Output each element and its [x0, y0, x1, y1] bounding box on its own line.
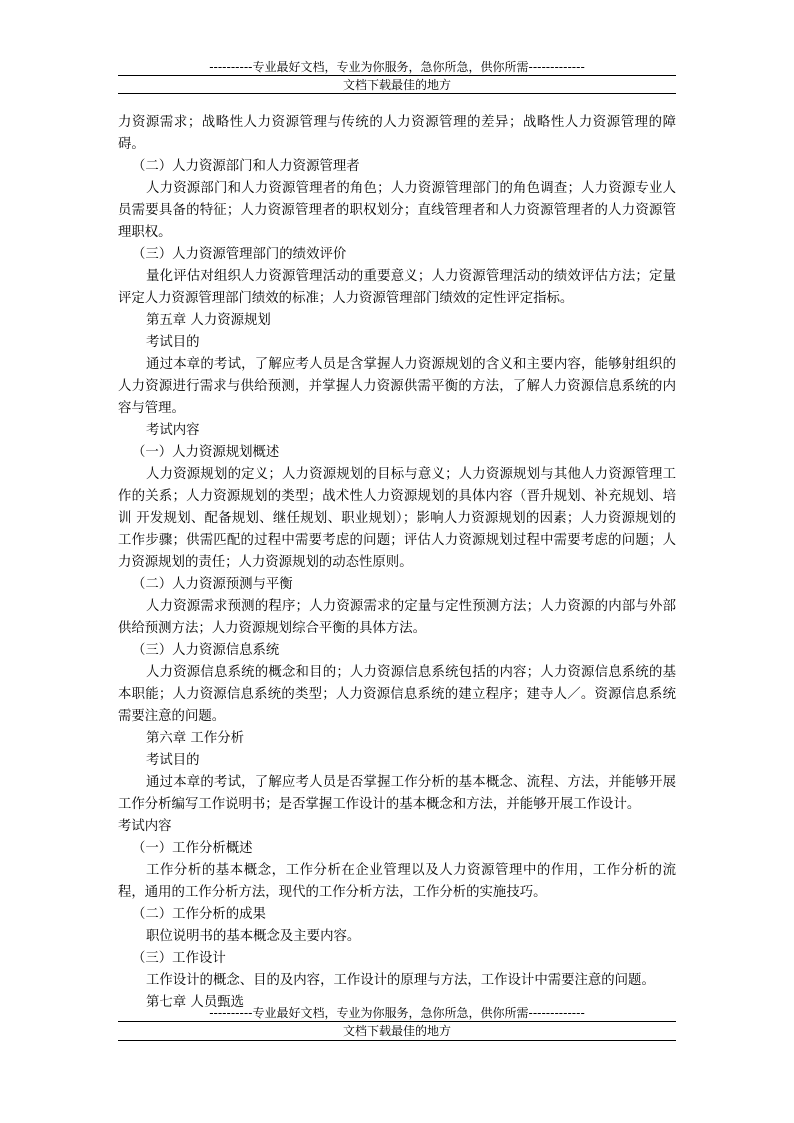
section-heading: （三）工作设计 [132, 951, 226, 966]
section-heading: （三）人力资源信息系统 [132, 643, 280, 658]
paragraph: 人力资源规划的定义；人力资源规划的目标与意义；人力资源规划与其他人力资源管理工作的关系；人力资源规划的类型；战术性人力资源规划的具体内容（晋升规划、补充规划、培训 开发规划、配备规划、继任规划、职业规划）；影响人力资源规划的因素；人力资源规划的工作步骤；供需匹配的过程中需要考虑的问题；评估人力资源规划过程中需要考虑的问题；人力资源规划的责任；人力资源规划的动态性原则。 [118, 467, 676, 570]
section-heading: （二）工作分析的成果 [132, 907, 266, 922]
paragraph: 职位说明书的基本概念及主要内容。 [146, 929, 361, 944]
paragraph: 人力资源部门和人力资源管理者的角色；人力资源管理部门的角色调查；人力资源专业人 员需要具备的特征；人力资源管理者的职权划分；直线管理者和人力资源管理者的人力资源管 理职权。 [118, 181, 676, 240]
subheading: 考试目的 [146, 753, 200, 768]
footer-subtitle: 文档下载最佳的地方 [342, 1024, 451, 1038]
section-heading: （二）人力资源部门和人力资源管理者 [132, 159, 360, 174]
chapter-heading: 第六章 工作分析 [146, 731, 244, 746]
footer-rule [118, 1021, 676, 1022]
footer-rule-bottom [118, 1040, 676, 1041]
header-tagline: ----------专业最好文档，专业为你服务，急你所急，供你所需------------- [209, 60, 585, 74]
header-rule-bottom [118, 93, 676, 94]
subheading: 考试内容 [146, 423, 200, 438]
chapter-heading: 第五章 人力资源规划 [146, 313, 271, 328]
footer-tagline: ----------专业最好文档，专业为你服务，急你所急，供你所需------------- [209, 1006, 585, 1020]
paragraph: 工作设计的概念、目的及内容，工作设计的原理与方法，工作设计中需要注意的问题。 [146, 973, 655, 988]
subheading: 考试内容 [118, 819, 172, 834]
paragraph: 人力资源需求预测的程序；人力资源需求的定量与定性预测方法；人力资源的内部与外部供给预测方法；人力资源规划综合平衡的具体方法。 [118, 599, 676, 636]
paragraph: 通过本章的考试，了解应考人员是否掌握工作分析的基本概念、流程、方法，并能够开展工作分析编写工作说明书；是否掌握工作设计的基本概念和方法，并能够开展工作设计。 [118, 775, 676, 812]
section-heading: （一）工作分析概述 [132, 841, 253, 856]
paragraph: 人力资源信息系统的概念和目的；人力资源信息系统包括的内容；人力资源信息系统的基本职能；人力资源信息系统的类型；人力资源信息系统的建立程序；建寺人／。资源信息系统需要注意的问题。 [118, 665, 676, 724]
paragraph: 通过本章的考试，了解应考人员是含掌握人力资源规划的含义和主要内容，能够射组织的人力资源进行需求与供给预测，并掌握人力资源供需平衡的方法，了解人力资源信息系统的内容与管理。 [118, 357, 676, 416]
header-subtitle: 文档下载最佳的地方 [342, 78, 451, 92]
document-body [118, 112, 676, 1014]
chapter-heading: 第七章 人员甄选 [146, 995, 244, 1010]
paragraph: 工作分析的基本概念，工作分析在企业管理以及人力资源管理中的作用，工作分析的流程，通用的工作分析方法，现代的工作分析方法，工作分析的实施技巧。 [118, 863, 676, 900]
subheading: 考试目的 [146, 335, 200, 350]
header-rule [118, 75, 676, 76]
paragraph: 力资源需求；战略性人力资源管理与传统的人力资源管理的差异；战略性人力资源管理的障碍。 [118, 115, 676, 152]
section-heading: （三）人力资源管理部门的绩效评价 [132, 247, 347, 262]
section-heading: （一）人力资源规划概述 [132, 445, 280, 460]
section-heading: （二）人力资源预测与平衡 [132, 577, 293, 592]
paragraph: 量化评估对组织人力资源管理活动的重要意义；人力资源管理活动的绩效评估方法；定量评定人力资源管理部门绩效的标准；人力资源管理部门绩效的定性评定指标。 [118, 269, 676, 306]
